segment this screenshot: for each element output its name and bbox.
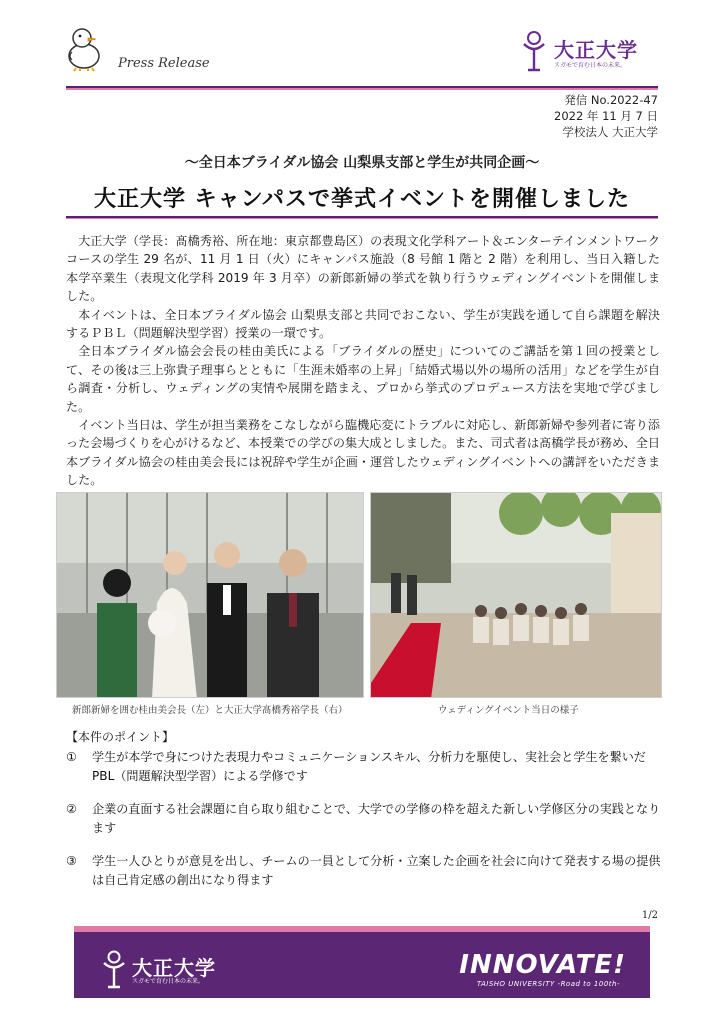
footer-university-name: 大正大学 [132,956,216,980]
university-logo [520,30,650,76]
point-text: 学生一人ひとりが意見を出し、チームの一員として分析・立案した企画を社会に向けて発表する場の提供は自己肯定感の創出になり得ます [92,854,661,887]
university-tagline: スガモで育む日本の未来。 [554,62,627,69]
body-text [66,232,660,490]
point-text: 企業の直面する社会課題に自ら取り組むことで、大学での学修の枠を超えた新しい学修区分の実践となります [92,802,661,835]
photo-caption-left: 新郎新婦を囲む桂由美会長（左）と大正大学髙橋秀裕学長（右） [72,705,348,716]
doc-number: 発信 No.2022-47 [564,93,658,107]
point-number: ① [66,750,77,764]
paragraph-2: 本イベントは、全日本ブライダル協会 山梨県支部と共同でおこない、学生が実践を通して自ら課題を解決するＰＢＬ（問題解決型学習）授業の一環です。 [66,307,660,341]
point-number: ③ [66,854,77,868]
page-number: 1/2 [641,910,658,921]
release-date: 2022 年 11 月 7 日 [554,109,658,123]
footer-tagline: スガモで育む日本の未来。 [132,978,205,985]
issuer: 学校法人 大正大学 [562,125,658,139]
point-item [66,800,664,838]
paragraph-3: 全日本ブライダル協会会長の桂由美氏による「ブライダルの歴史」についてのご講話を第１回の授業として、その後は三上弥貴子理事らとともに「生涯未婚率の上昇」「結婚式場以外の場所の活用」などを学生が自ら調査・分析し、ウェディングの実情や展開を踏まえ、プロから挙式のプロデュース方法を実地で学びました。 [66,344,660,414]
document-meta [554,92,658,140]
wedding-couple-photo [56,492,364,698]
point-item [66,852,664,890]
footer-banner [74,926,650,998]
point-item [66,748,664,786]
slogan-subtext: TAISHO UNIVERSITY -Road to 100th- [476,980,620,988]
point-number: ② [66,802,77,816]
point-text: 学生が本学で身につけた表現力やコミュニケーションスキル、分析力を駆使し、実社会と学生を繋いだ PBL（問題解決型学習）による学修です [92,750,646,783]
press-release-label: Press Release [118,56,210,71]
points-heading: 【本件のポイント】 [66,730,175,744]
subtitle: ～全日本ブライダル協会 山梨県支部と学生が共同企画～ [184,155,540,171]
paragraph-4: イベント当日は、学生が担当業務をこなしながら臨機応変にトラブルに対応し、新郎新婦や参列者に寄り添った会場づくりを心がけるなど、本授業での学びの集大成としました。また、司式者は髙橋学長が務め、全日本ブライダル協会の桂由美会長には祝辞や学生が企画・運営したウェディングイベントへの講評をいただきました。 [66,418,660,488]
innovate-slogan: INNOVATE! [459,950,626,980]
university-name: 大正大学 [554,38,638,62]
photo-caption-right: ウェディングイベント当日の様子 [438,705,579,716]
page-title: 大正大学 キャンパスで挙式イベントを開催しました [93,187,631,212]
header [0,0,724,96]
title-divider [66,216,658,219]
event-venue-photo [370,492,662,698]
duck-mascot-icon [64,26,104,72]
university-emblem-icon [100,950,128,990]
header-divider [66,86,658,90]
university-emblem-icon [520,30,548,74]
paragraph-1: 大正大学（学長：髙橋秀裕、所在地：東京都豊島区）の表現文化学科アート＆エンターテインメントワークコースの学生 29 名が、11 月 1 日（火）にキャンパス施設（8 号館 1 階と 2 階）を利用し、当日入籍した本学卒業生（表現文化学科 2019 年 3 月卒）の新郎新婦の挙式を執り行うウェディングイベントを開催しました。 [66,234,660,304]
